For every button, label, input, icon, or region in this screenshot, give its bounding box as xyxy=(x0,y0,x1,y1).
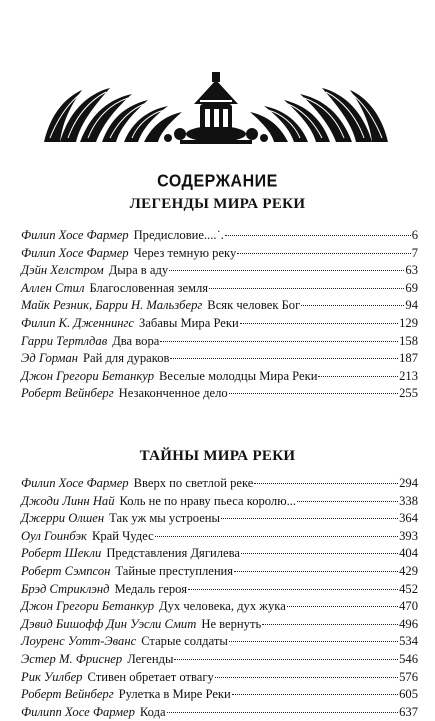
dot-leader xyxy=(167,711,399,713)
dot-leader xyxy=(229,640,398,642)
section-heading-legends: ЛЕГЕНДЫ МИРА РЕКИ xyxy=(129,196,306,212)
entry-title: Благословенная земля xyxy=(89,280,209,295)
toc-entry xyxy=(21,563,418,581)
entry-author: Гарри Тертлдав xyxy=(21,333,108,348)
contents-title: СОДЕРЖАНИЕ xyxy=(157,172,278,191)
entry-title: Предисловие....˙. xyxy=(133,228,224,242)
dot-leader xyxy=(301,304,404,306)
entry-title: Тайные преступления xyxy=(115,563,234,578)
dot-leader xyxy=(188,588,398,590)
entry-title: Легенды xyxy=(127,651,174,666)
toc-entry xyxy=(21,493,418,511)
entry-page-number: 546 xyxy=(399,651,418,666)
entry-page-number: 470 xyxy=(399,599,418,614)
toc-entry xyxy=(21,475,418,493)
entry-author: Роберт Сэмпсон xyxy=(21,563,111,578)
entry-author: Филип Хосе Фармер xyxy=(21,245,129,260)
entry-author: Роберт Шекли xyxy=(21,546,102,561)
entry-page-number: 605 xyxy=(399,687,418,702)
dot-leader xyxy=(209,287,404,289)
entry-title: Край Чудес xyxy=(91,528,154,543)
toc-entry xyxy=(21,651,418,669)
entry-title: Дух человека, дух жука xyxy=(159,599,286,614)
dot-leader xyxy=(155,535,398,537)
entry-author: Майк Резник, Барри Н. Мальзберг xyxy=(21,298,203,313)
entry-page-number: 94 xyxy=(405,298,418,313)
entry-page-number: 187 xyxy=(399,351,418,366)
entry-author: Аллен Стил xyxy=(21,280,85,295)
entry-author: Эстер М. Фриснер xyxy=(21,651,123,666)
toc-entry xyxy=(21,510,418,528)
entry-page-number: 7 xyxy=(411,245,418,260)
entry-page-number: 6 xyxy=(411,228,418,242)
entry-page-number: 69 xyxy=(405,280,418,295)
dot-leader xyxy=(160,340,398,342)
entry-author: Джерри Олшен xyxy=(21,511,105,526)
dot-leader xyxy=(254,482,398,484)
toc-entry xyxy=(21,581,418,599)
toc-entry xyxy=(21,528,418,546)
entry-page-number: 255 xyxy=(399,386,418,401)
entry-author: Джон Грегори Бетанкур xyxy=(21,599,155,614)
toc-entry xyxy=(21,280,418,298)
decorative-ornament xyxy=(40,54,392,146)
entry-title: Стивен обретает отвагу xyxy=(87,669,214,684)
entry-page-number: 338 xyxy=(399,493,418,508)
entry-title: Всяк человек Бог xyxy=(207,298,301,313)
entry-title: Медаль героя xyxy=(114,581,188,596)
entry-page-number: 452 xyxy=(399,581,418,596)
entry-author: Дэвид Бишофф Дин Уэсли Смит xyxy=(21,616,197,631)
entry-title: Не вернуть xyxy=(201,616,262,631)
entry-author: Джон Грегори Бетанкур xyxy=(21,368,155,383)
dot-leader xyxy=(297,500,398,502)
entry-page-number: 429 xyxy=(399,563,418,578)
toc-entry xyxy=(21,385,418,403)
entry-title: Забавы Мира Реки xyxy=(139,315,239,330)
toc-entry xyxy=(21,616,418,634)
toc-entry xyxy=(21,227,418,245)
entry-title: Представления Дягилева xyxy=(106,546,240,561)
dot-leader xyxy=(221,517,398,519)
entry-page-number: 294 xyxy=(399,476,418,490)
dot-leader xyxy=(241,552,398,554)
entry-author: Лоуренс Уотт-Эванс xyxy=(21,634,137,649)
entry-author: Филипп Хосе Фармер xyxy=(21,704,135,719)
entry-author: Оул Гоинбэк xyxy=(21,528,87,543)
dot-leader xyxy=(225,234,411,236)
entry-title: Через темную реку xyxy=(133,245,237,260)
dot-leader xyxy=(169,269,404,271)
toc-list-mysteries xyxy=(21,475,418,721)
entry-author: Филип Хосе Фармер xyxy=(21,228,129,242)
entry-author: Роберт Вейнберг xyxy=(21,687,114,702)
dot-leader xyxy=(170,357,398,359)
entry-page-number: 637 xyxy=(399,704,418,719)
toc-entry xyxy=(21,315,418,333)
entry-page-number: 63 xyxy=(405,263,418,278)
entry-title: Рулетка в Мире Реки xyxy=(118,687,231,702)
entry-page-number: 404 xyxy=(399,546,418,561)
toc-entry xyxy=(21,704,418,721)
entry-page-number: 213 xyxy=(399,368,418,383)
toc-list-legends xyxy=(21,227,418,403)
toc-entry xyxy=(21,545,418,563)
entry-title: Дыра в аду xyxy=(108,263,169,278)
dot-leader xyxy=(174,658,398,660)
entry-page-number: 393 xyxy=(399,528,418,543)
dot-leader xyxy=(240,322,398,324)
toc-entry xyxy=(21,350,418,368)
section-heading-mysteries: ТАЙНЫ МИРА РЕКИ xyxy=(139,448,296,464)
entry-title: Кода xyxy=(139,704,166,719)
entry-author: Брэд Стриклэнд xyxy=(21,581,110,596)
entry-page-number: 576 xyxy=(399,669,418,684)
entry-page-number: 364 xyxy=(399,511,418,526)
dot-leader xyxy=(318,375,398,377)
entry-title: Старые солдаты xyxy=(141,634,228,649)
entry-author: Джоди Линн Най xyxy=(21,493,115,508)
dot-leader xyxy=(229,392,398,394)
entry-title: Веселые молодцы Мира Реки xyxy=(159,368,318,383)
toc-entry xyxy=(21,368,418,386)
entry-author: Эд Горман xyxy=(21,351,79,366)
toc-entry xyxy=(21,262,418,280)
dot-leader xyxy=(262,623,398,625)
entry-page-number: 158 xyxy=(399,333,418,348)
entry-title: Рай для дураков xyxy=(83,351,170,366)
toc-entry xyxy=(21,333,418,351)
dot-leader xyxy=(237,252,410,254)
dot-leader xyxy=(215,676,398,678)
entry-author: Рик Уилбер xyxy=(21,669,83,684)
toc-entry xyxy=(21,633,418,651)
entry-author: Филип К. Дженнингс xyxy=(21,315,135,330)
toc-entry xyxy=(21,297,418,315)
toc-entry xyxy=(21,686,418,704)
entry-page-number: 129 xyxy=(399,315,418,330)
dot-leader xyxy=(287,605,398,607)
entry-title: Коль не по нраву пьеса королю... xyxy=(119,493,297,508)
entry-title: Незаконченное дело xyxy=(118,386,228,401)
entry-title: Так уж мы устроены xyxy=(109,511,221,526)
entry-author: Филип Хосе Фармер xyxy=(21,476,129,490)
entry-author: Роберт Вейнберг xyxy=(21,386,114,401)
entry-title: Два вора xyxy=(112,333,160,348)
dot-leader xyxy=(234,570,398,572)
toc-entry xyxy=(21,598,418,616)
toc-entry xyxy=(21,669,418,687)
toc-entry xyxy=(21,245,418,263)
entry-page-number: 496 xyxy=(399,616,418,631)
entry-page-number: 534 xyxy=(399,634,418,649)
dot-leader xyxy=(232,693,398,695)
entry-author: Дэйн Хелстром xyxy=(21,263,104,278)
entry-title: Вверх по светлой реке xyxy=(133,476,254,490)
